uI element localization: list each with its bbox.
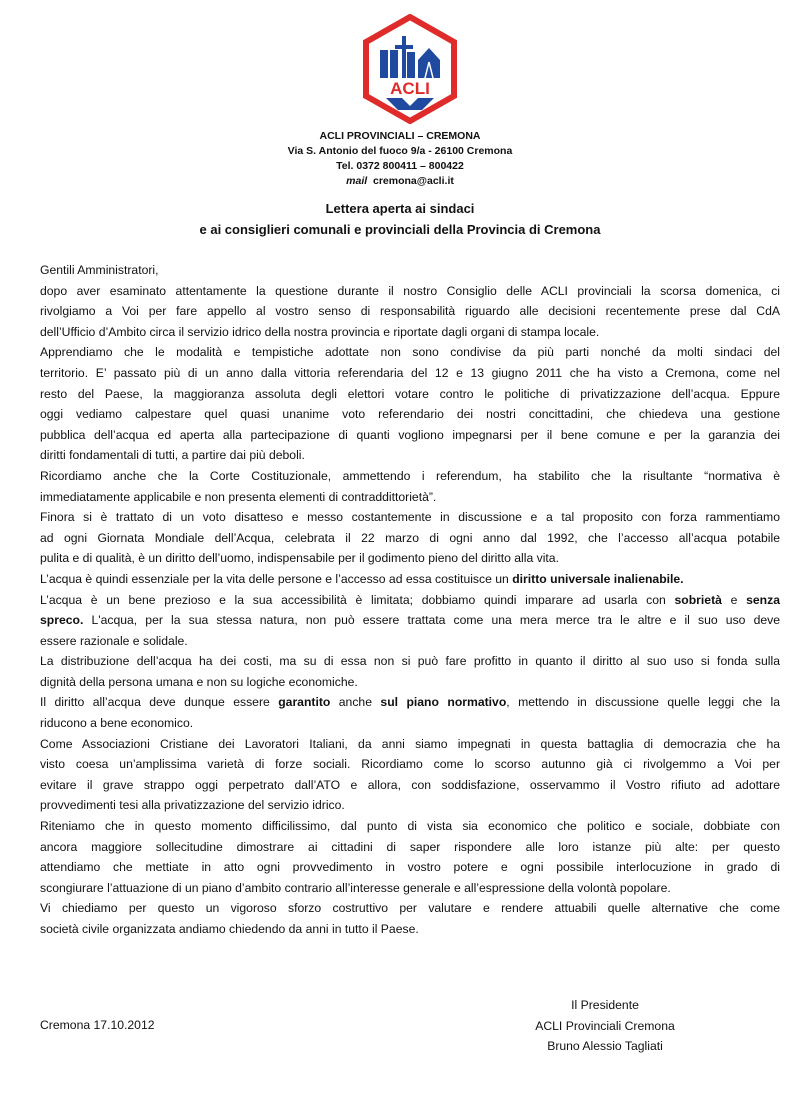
paragraph-line: dell’Ufficio d’Ambito circa il servizio idrico della nostra provincia e riportate dagli organi di stampa locale. — [40, 324, 600, 339]
paragraph-line: riducono a bene economico. — [40, 716, 194, 731]
paragraph-line: immediatamente applicabile e non presenta elementi di contraddittorietà”. — [40, 489, 437, 504]
paragraph-line: Riteniamo che in questo momento difficilissimo, dal punto di vista sia economico che politico e sociale, dobbiate con — [40, 819, 780, 834]
paragraph-line: Come Associazioni Cristiane dei Lavoratori Italiani, da anni siamo impegnati in questa battaglia di democrazia che ha — [40, 736, 780, 751]
signature-block — [505, 995, 705, 1057]
bold-phrase: diritto universale inalienabile. — [512, 571, 684, 586]
paragraph-line: società civile organizzata andiamo chiedendo da anni in tutto il Paese. — [40, 922, 419, 936]
bold-word: senza — [746, 592, 780, 607]
signature-role: Il Presidente — [571, 998, 639, 1012]
bold-phrase: sul piano normativo — [380, 695, 507, 710]
paragraph-line: dignità della persona umana e non su logiche economiche. — [40, 674, 358, 689]
paragraph-line: pubblica dell’acqua ed aperta alla partecipazione di quanti vogliono impegnarsi per il bene comune e per la garanzia dei — [40, 427, 780, 442]
paragraph-line: dopo aver esaminato attentamente la questione durante il nostro Consiglio delle ACLI provinciali la scorsa domenica, ci — [40, 283, 780, 298]
paragraph-line: spreco. L'acqua, per la sua stessa natura, non può essere trattata come una mera merce tra le altre e il suo uso deve — [40, 613, 780, 628]
telephone: Tel. 0372 800411 – 800422 — [336, 160, 464, 172]
paragraph-line: pulita e di qualità, è un diritto dell’uomo, indispensabile per il godimento pieno del diritto alla vita. — [40, 551, 559, 566]
address: Via S. Antonio del fuoco 9/a - 26100 Cremona — [287, 145, 513, 157]
title-line-1: Lettera aperta ai sindaci — [325, 201, 475, 216]
paragraph-line: La distribuzione dell’acqua ha dei costi, ma su di essa non si può fare profitto in quanto il diritto al suo uso si fonda sulla — [40, 654, 780, 669]
paragraph-line: territorio. E’ passato più di un anno dalla vittoria referendaria del 12 e 13 giugno 2011 che ha visto a Cremona, come nel — [40, 365, 780, 380]
paragraph-line: Ricordiamo anche che la Corte Costituzionale, ammettendo i referendum, ha stabilito che la risultante “normativa è — [40, 468, 780, 483]
paragraph-line: Finora si è trattato di un voto disatteso e messo costantemente in discussione e a tal proposito con forza rammentiamo — [40, 510, 780, 525]
paragraph-line: oggi vediamo calpestare quel quasi unanime voto referendario dei nostri concittadini, che chiedeva una gestione — [40, 407, 780, 422]
paragraph-line: scongiurare l’attuazione di un piano d’ambito contrario all’interesse generale e all’espressione della volontà popolare. — [40, 880, 671, 895]
acli-logo — [362, 14, 458, 124]
email-line — [0, 174, 800, 189]
paragraph-line: Vi chiediamo per questo un vigoroso sforzo costruttivo per valutare e rendere attuabili quelle alternative che come — [40, 901, 780, 916]
bold-word: garantito — [278, 695, 331, 710]
paragraph-line: L’acqua è un bene prezioso e la sua accessibilità è limitata; dobbiamo quindi imparare ad usarla con sobrietà e senza — [40, 592, 780, 607]
paragraph-line: Il diritto all’acqua deve dunque essere garantito anche sul piano normativo, mettendo in discussione quelle leggi che la — [40, 695, 781, 710]
letterhead — [0, 129, 800, 189]
org-name: ACLI PROVINCIALI – CREMONA — [319, 130, 481, 142]
salutation: Gentili Amministratori, — [40, 263, 159, 277]
signature-org: ACLI Provinciali Cremona — [535, 1018, 675, 1033]
mail-label: mail — [346, 175, 368, 187]
paragraph-line: diritti fondamentali di tutti, a partire dai più deboli. — [40, 448, 305, 463]
svg-text:ACLI: ACLI — [390, 79, 430, 98]
signature-name: Bruno Alessio Tagliati — [547, 1039, 663, 1054]
paragraph-line: rivolgiamo a Voi per fare appello al vostro senso di responsabilità riguardo alle decisioni recentemente prese dal CdA — [40, 304, 780, 319]
title-line-2: e ai consiglieri comunali e provinciali della Provincia di Cremona — [199, 222, 601, 237]
letter-title — [0, 198, 800, 240]
paragraph-line: Apprendiamo che le modalità e tempistiche adottate non sono condivise da più parti nonché da molti sindaci del — [40, 345, 780, 360]
email-address[interactable]: cremona@acli.it — [373, 175, 454, 187]
bold-word: sobrietà — [674, 592, 722, 607]
paragraph-line: attendiamo che mettiate in atto ogni provvedimento in vostro potere e ogni possibile interlocuzione in grado di — [40, 860, 780, 875]
paragraph-line: ad ogni Giornata Mondiale dell’Acqua, celebrata il 22 marzo di ogni anno dal 1992, che l’accesso all’acqua potabile — [40, 530, 780, 545]
paragraph-line: provvedimenti tesi alla privatizzazione del servizio idrico. — [40, 798, 345, 813]
paragraph-line: evitare il grave strappo oggi perpetrato dall’ATO e allora, con soddisfazione, osservammo il Vostro rifiuto ad adottare — [40, 777, 780, 792]
paragraph-line: essere razionale e solidale. — [40, 633, 188, 648]
letter-date: Cremona 17.10.2012 — [40, 1018, 155, 1032]
paragraph-line: L’acqua è quindi essenziale per la vita delle persone e l’accesso ad essa costituisce un diritto universale inalienabile. — [40, 571, 684, 586]
paragraph-line: resto del Paese, la maggioranza assoluta degli elettori votare contro le politiche di privatizzazione dell’acqua. Eppure — [40, 386, 780, 401]
paragraph-line: ancora maggiore sollecitudine dimostrare ai cittadini di saper rispondere alle loro istanze più alte: per questo — [40, 839, 780, 854]
paragraph-line: visto coesa un’amplissima varietà di forze sociali. Ricordiamo come lo scorso autunno già ci rivolgemmo a Voi per — [40, 757, 780, 772]
letter-body — [40, 260, 780, 940]
bold-word: spreco. — [40, 613, 84, 628]
